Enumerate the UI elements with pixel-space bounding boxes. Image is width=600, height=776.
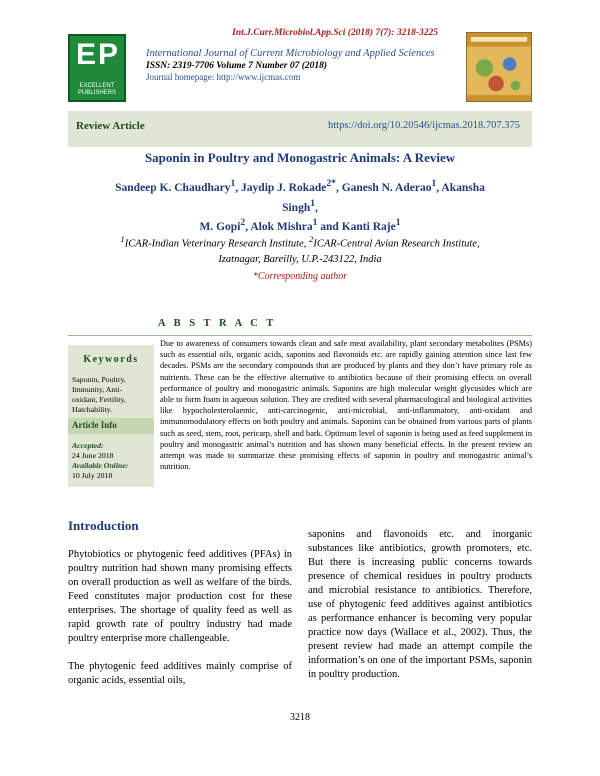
online-date: 10 July 2018 (72, 471, 113, 480)
journal-info (146, 48, 456, 82)
keyword-line: Saponin, Poultry, (72, 375, 126, 384)
introduction-heading: Introduction (68, 518, 139, 533)
journal-header (68, 34, 532, 102)
keywords-list (72, 375, 152, 415)
cover-illustration (467, 33, 531, 101)
homepage-line: Journal homepage: http://www.ijcmas.com (146, 72, 301, 82)
affiliations: $^1$ICAR-Indian Veterinary Research Institute, $^2$ICAR-Central Avian Research Institute, Izatnagar, Bareilly, U.P.-243122, India (120, 234, 480, 265)
keyword-line: Hatchability. (72, 405, 112, 414)
body-column-right: saponins and flavonoids etc. and inorganic substances like antibiotics, growth promoters, etc. But there is increasing public concerns towards presence of chemical residues in poultry products and microbial resistance to antibiotics. Therefore, use of phytogenic feed additives against antibiotics as performance enhancer is becoming very popular practice now days (Wallace et al., 2002). Thus, the present review had made an attempt compile the information’s on one of the important PSMs, saponin in poultry production. (308, 529, 532, 680)
corresponding-author-note: *Corresponding author (252, 271, 348, 282)
issn-line: ISSN: 2319-7706 Volume 7 Number 07 (2018) (146, 61, 328, 71)
article-meta-band (68, 111, 532, 147)
keyword-line: Immunity, Anti- (72, 385, 123, 394)
journal-citation: Int.J.Curr.Microbiol.App.Sci (2018) 7(7): 3218-3225 (232, 28, 438, 38)
keyword-line: oxidant, Fertility, (72, 395, 126, 404)
abstract-text: Due to awareness of consumers towards clean and safe meat availability, plant secondary metabolites (PSMs) such as essential oils, organic acids, saponins and flavonoids etc. are rapidly gaining attention since last few decades. PSMs are the secondary compounds that are produced by plants and they don’t have primary role as nutrients. These can be the effective alternative to antibiotics because of their promising effects on overall performance of poultry and monogastric animals. Saponins are high molecular weight glycosides which are able to form foam in aqueous solution. They are credited with several pharmacological and biological activities like hypocholesterolaemic, anti-carcinogenic, anti-microbial, anti-inflammatory, anti-oxidant and immunomodulatory effects on both poultry and animals. Saponins can be obtained from various parts of plants such as seed, stem, root, pericarp, shell and bark. Optimum level of saponin is being used as feed supplement in poultry and monogastric animal’s nutrition and has shown many beneficial effects. In the present review an attempt was made to summarize these promising effects of saponin in poultry and monogastric animal’s nutrition. (160, 339, 532, 472)
publisher-logo (68, 34, 126, 102)
author: Ganesh N. Aderao$^1$, (341, 178, 442, 194)
author: Sandeep K. Chaudhary$^1$, (115, 178, 242, 194)
accepted-label: Accepted: (72, 441, 104, 450)
paragraph: Phytobiotics or phytogenic feed additives (PFAs) in poultry nutrition had shown many promising effects on overall production as well as welfare of the birds. Feed constitutes major production cost for these enterprises. The shortage of quality feed as well as rapid growth rate of poultry industry had made poultry enterprise more challengeable. (68, 549, 292, 644)
keywords-heading: Keywords (83, 354, 139, 365)
accepted-date: 24 June 2018 (72, 451, 114, 460)
online-label: Available Online: (72, 461, 129, 470)
doi-link[interactable]: https://doi.org/10.20546/ijcmas.2018.707.375 (327, 120, 520, 131)
author: Kanti Raje$^1$ (341, 217, 401, 234)
article-type: Review Article (76, 120, 145, 132)
journal-name: International Journal of Current Microbiology and Applied Sciences (146, 48, 435, 59)
article-title: Saponin in Poultry and Monogastric Animals: A Review (144, 150, 456, 165)
abstract-divider (68, 335, 532, 336)
journal-cover-image (466, 32, 532, 102)
logo-letters: EP (76, 38, 121, 71)
body-column-left (68, 548, 292, 702)
author: Alok Mishra$^1$ and (250, 217, 342, 234)
abstract-heading: A B S T R A C T (158, 318, 277, 329)
page-number: 3218 (290, 712, 310, 723)
logo-publisher-text: EXCELLENT PUBLISHERS (77, 83, 116, 96)
homepage-link[interactable]: http://www.ijcmas.com (216, 72, 301, 82)
author: Akansha Singh$^1$, (282, 181, 485, 214)
article-info (72, 441, 154, 481)
paragraph: The phytogenic feed additives mainly comprise of organic acids, essential oils, (68, 661, 292, 686)
author: Jaydip J. Rokade$^{2*}$, (241, 178, 342, 194)
author: M. Gopi$^2$, (199, 217, 251, 234)
article-info-heading: Article Info (68, 418, 154, 434)
author-list (110, 176, 490, 235)
